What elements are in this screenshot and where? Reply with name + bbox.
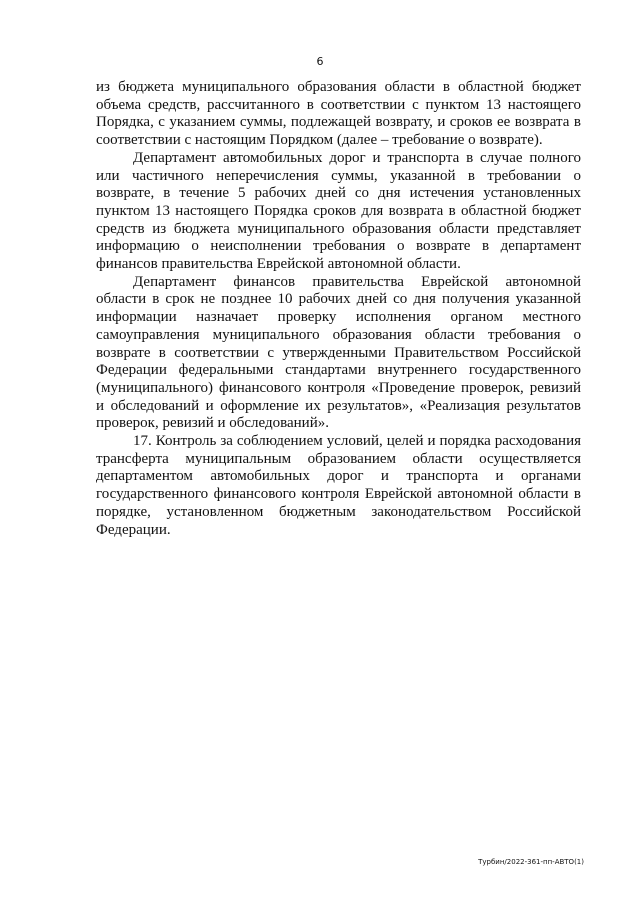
document-body [96,79,581,539]
page-number: 6 [316,55,324,68]
paragraph-finance-department: Департамент финансов правительства Еврейской автономной области в срок не позднее 10 рабочих дней со дня получения указанной информации назначает проверку исполнения органом местного самоуправления муниципального образования области требования о возврате в соответствии с утвержденными Правительством Российской Федерации федеральными стандартами внутреннего государственного (муниципального) финансового контроля «Проведение проверок, ревизий и обследований и оформление их результатов», «Реализация результатов проверок, ревизий и обследований». [96,273,581,432]
paragraph-item-17: 17. Контроль за соблюдением условий, целей и порядка расходования трансферта муниципальным образованием области осуществляется департаментом автомобильных дорог и транспорта и органами государственного финансового контроля Еврейской автономной области в порядке, установленном бюджетным законодательством Российской Федерации. [96,433,581,538]
paragraph-continuation: из бюджета муниципального образования области в областной бюджет объема средств, рассчитанного в соответствии с пунктом 13 настоящего Порядка, с указанием суммы, подлежащей возврату, и сроков ее возврата в соответствии с настоящим Порядком (далее – требование о возврате). [96,79,581,149]
paragraph-road-department: Департамент автомобильных дорог и транспорта в случае полного или частичного неперечисления суммы, указанной в требовании о возврате, в течение 5 рабочих дней со дня истечения установленных пунктом 13 настоящего Порядка сроков для возврата в областной бюджет средств из бюджета муниципального образования области представляет информацию о неисполнении требования о возврате в департамент финансов правительства Еврейской автономной области. [96,149,581,273]
footer-document-code: Турбин/2022-361-пп-АВТО(1) [478,858,584,866]
